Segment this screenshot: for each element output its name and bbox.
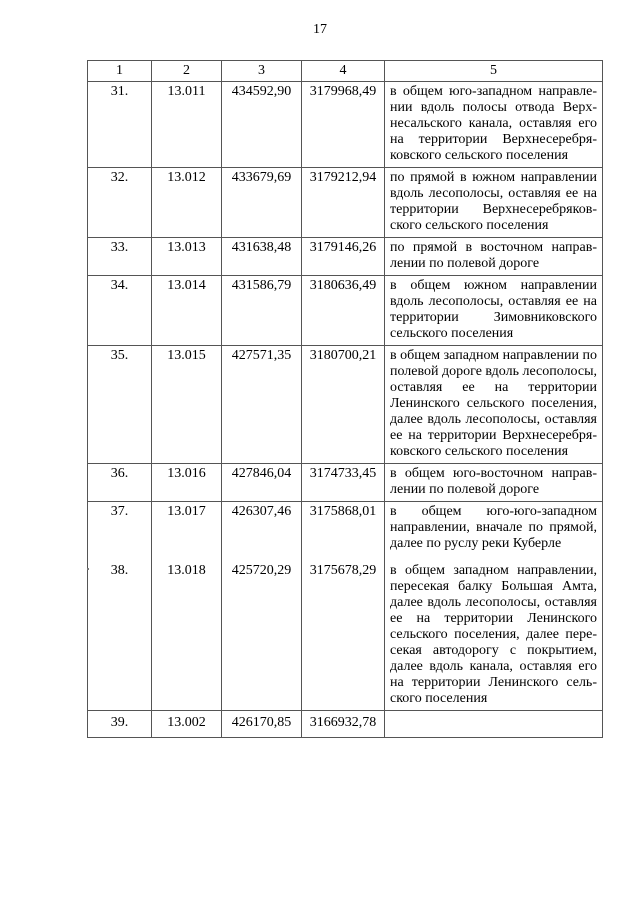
table-row [88, 346, 603, 464]
coordinate-y: 3179212,94 [302, 168, 385, 238]
boundary-description: по прямой в восточном направлении по полевой дороге [385, 238, 603, 276]
point-code: 13.016 [152, 464, 222, 502]
row-number: 33. [88, 238, 152, 276]
point-code: 13.014 [152, 276, 222, 346]
header-col-3: 3 [222, 61, 302, 82]
table-row [88, 555, 603, 711]
header-col-5: 5 [385, 61, 603, 82]
table-header-row [88, 61, 603, 82]
row-number: 31. [88, 82, 152, 168]
coordinate-y: 3179146,26 [302, 238, 385, 276]
coordinate-x: 431638,48 [222, 238, 302, 276]
point-code: 13.002 [152, 711, 222, 738]
point-code: 13.013 [152, 238, 222, 276]
point-code: 13.011 [152, 82, 222, 168]
coordinate-y: 3180636,49 [302, 276, 385, 346]
table-row [88, 464, 603, 502]
coordinate-y: 3179968,49 [302, 82, 385, 168]
table-row [88, 502, 603, 556]
coordinate-x: 425720,29 [222, 555, 302, 711]
page-number: 17 [313, 22, 327, 37]
row-number: 36. [88, 464, 152, 502]
table-row [88, 276, 603, 346]
boundary-description: в общем юго-восточном направлении по полевой дороге [385, 464, 603, 502]
boundary-description: в общем юго-юго-западном направлении, вначале по прямой, далее по руслу реки Куберле [385, 502, 603, 556]
coordinate-y: 3175868,01 [302, 502, 385, 556]
coordinate-x: 427571,35 [222, 346, 302, 464]
boundary-points-table [87, 60, 603, 738]
coordinate-x: 433679,69 [222, 168, 302, 238]
table-row [88, 168, 603, 238]
row-number: 34. [88, 276, 152, 346]
boundary-description: по прямой в южном направлении вдоль лесополосы, оставляя ее на территории Верхнесеребряковского сельского поселения [385, 168, 603, 238]
table-row [88, 711, 603, 738]
table-row [88, 82, 603, 168]
coordinate-y: 3174733,45 [302, 464, 385, 502]
scan-speck [87, 568, 89, 570]
row-number: 32. [88, 168, 152, 238]
row-number: 39. [88, 711, 152, 738]
row-number: 38. [88, 555, 152, 711]
row-number: 37. [88, 502, 152, 556]
coordinate-y: 3166932,78 [302, 711, 385, 738]
header-col-2: 2 [152, 61, 222, 82]
point-code: 13.015 [152, 346, 222, 464]
table-row [88, 238, 603, 276]
point-code: 13.018 [152, 555, 222, 711]
point-code: 13.017 [152, 502, 222, 556]
header-col-4: 4 [302, 61, 385, 82]
boundary-description: в общем юго-западном направлении вдоль полосы отвода Верхнесальского канала, оставляя его на территории Верхнесеребряковского сельского поселения [385, 82, 603, 168]
boundary-description: в общем западном направлении, пересекая балку Большая Амта, далее вдоль лесополосы, оставляя ее на территории Ленинского сельского поселения, далее пересекая автодорогу с покрытием, далее вдоль канала, оставляя его на территории Ленинского сельского поселения [385, 555, 603, 711]
coordinate-x: 434592,90 [222, 82, 302, 168]
coordinate-x: 426170,85 [222, 711, 302, 738]
header-col-1: 1 [88, 61, 152, 82]
row-number: 35. [88, 346, 152, 464]
boundary-description [385, 711, 603, 738]
boundary-description: в общем южном направлении вдоль лесополосы, оставляя ее на территории Зимовниковского сельского поселения [385, 276, 603, 346]
coordinate-y: 3175678,29 [302, 555, 385, 711]
point-code: 13.012 [152, 168, 222, 238]
coordinate-x: 431586,79 [222, 276, 302, 346]
coordinate-x: 427846,04 [222, 464, 302, 502]
coordinate-x: 426307,46 [222, 502, 302, 556]
coordinate-y: 3180700,21 [302, 346, 385, 464]
boundary-description: в общем западном направлении по полевой дороге вдоль лесополосы, оставляя ее на территории Ленинского сельского поселения, далее вдоль лесополосы, оставляя ее на территории Верхнесеребряковского сельского поселения [385, 346, 603, 464]
